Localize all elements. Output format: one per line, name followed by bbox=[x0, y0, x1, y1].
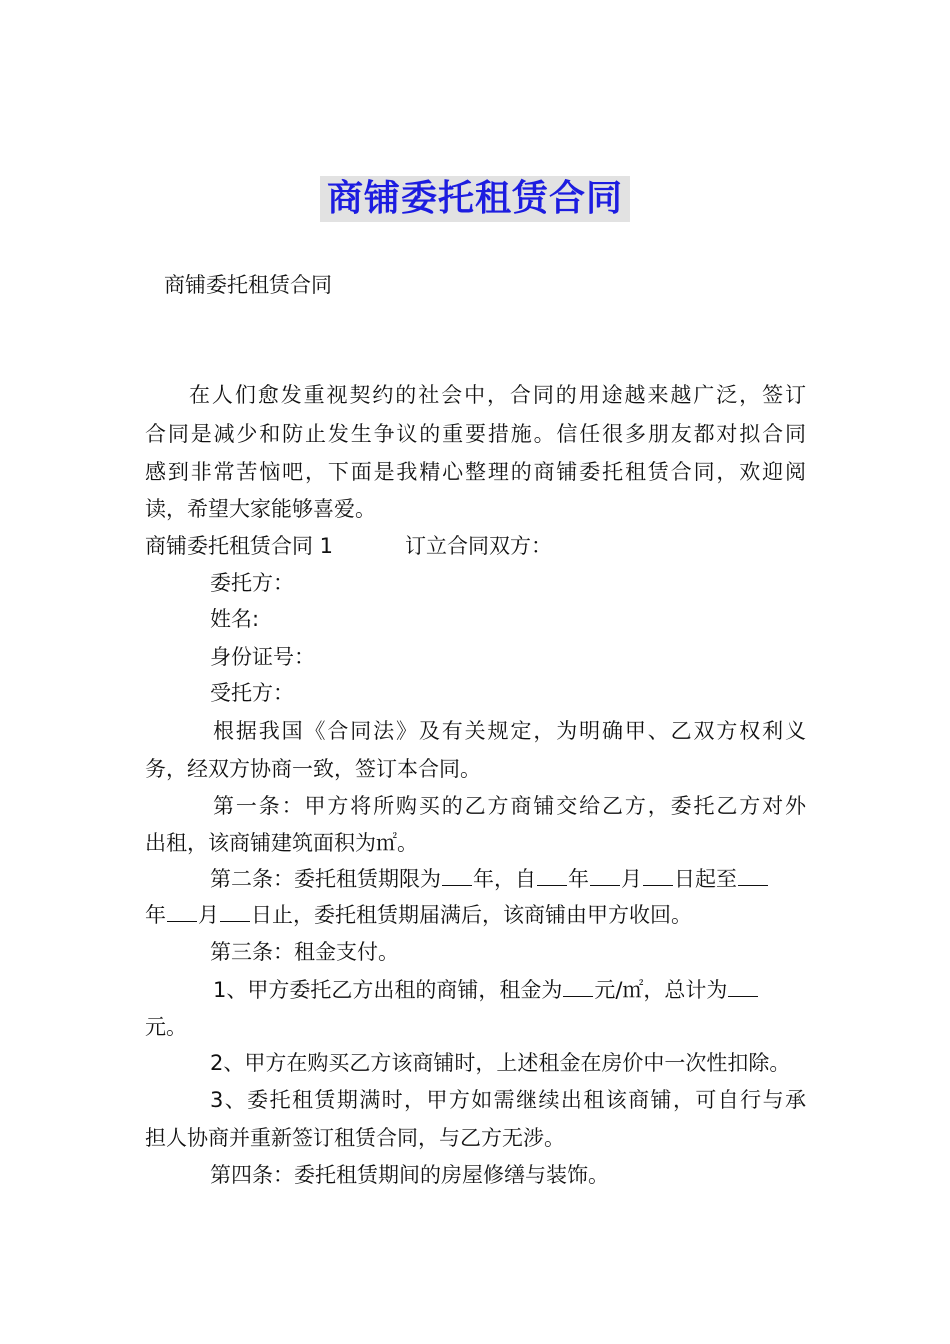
article3-title: 第三条：租金支付。 bbox=[210, 940, 399, 964]
intro-line-3: 感到非常苦恼吧，下面是我精心整理的商铺委托租赁合同，欢迎阅 bbox=[145, 460, 806, 484]
blank-years bbox=[442, 865, 472, 886]
intro-line-2: 合同是减少和防止发生争议的重要措施。信任很多朋友都对拟合同 bbox=[145, 422, 806, 446]
blank-end-year bbox=[738, 865, 768, 886]
document-title: 商铺委托租赁合同 bbox=[320, 176, 630, 222]
blank-start-month bbox=[590, 865, 620, 886]
article1-line-1: 第一条：甲方将所购买的乙方商铺交给乙方，委托乙方对外 bbox=[213, 794, 806, 818]
blank-rent-total bbox=[728, 976, 758, 997]
article2-text-e: 日起至 bbox=[674, 867, 737, 891]
article2-text-g: 月 bbox=[198, 903, 219, 927]
article2-text-f: 年 bbox=[145, 903, 166, 927]
document-subtitle: 商铺委托租赁合同 bbox=[164, 273, 332, 297]
preamble-line-2: 务，经双方协商一致，签订本合同。 bbox=[145, 757, 481, 781]
blank-start-day bbox=[643, 865, 673, 886]
blank-end-month bbox=[167, 901, 197, 922]
preamble-line-1: 根据我国《合同法》及有关规定，为明确甲、乙双方权利义 bbox=[213, 719, 806, 743]
article2-line-2 bbox=[145, 900, 692, 930]
blank-end-day bbox=[220, 901, 250, 922]
article3-item1-text-b: 元/㎡，总计为 bbox=[594, 978, 728, 1002]
contract-heading: 商铺委托租赁合同 1 bbox=[145, 534, 334, 558]
article4-title: 第四条：委托租赁期间的房屋修缮与装饰。 bbox=[210, 1163, 609, 1187]
blank-rent-rate bbox=[563, 976, 593, 997]
article3-item1-line-2: 元。 bbox=[145, 1015, 187, 1039]
article2-text-h: 日止，委托租赁期届满后，该商铺由甲方收回。 bbox=[251, 903, 692, 927]
article2-line-1 bbox=[210, 864, 769, 894]
article2-text-a: 第二条：委托租赁期限为 bbox=[210, 867, 441, 891]
article2-text-c: 年 bbox=[568, 867, 589, 891]
principal-label: 委托方： bbox=[210, 571, 294, 595]
article3-item1-text-a: 1、甲方委托乙方出租的商铺，租金为 bbox=[213, 978, 563, 1002]
agent-label: 受托方： bbox=[210, 681, 294, 705]
intro-line-1: 在人们愈发重视契约的社会中，合同的用途越来越广泛，签订 bbox=[189, 383, 806, 407]
intro-line-4: 读，希望大家能够喜爱。 bbox=[145, 497, 376, 521]
name-label: 姓名: bbox=[210, 607, 260, 631]
parties-heading: 订立合同双方： bbox=[405, 534, 552, 558]
article2-text-d: 月 bbox=[621, 867, 642, 891]
article3-item2: 2、甲方在购买乙方该商铺时，上述租金在房价中一次性扣除。 bbox=[210, 1051, 791, 1075]
article3-item1-line-1 bbox=[213, 975, 759, 1005]
article2-text-b: 年，自 bbox=[473, 867, 536, 891]
blank-start-year bbox=[537, 865, 567, 886]
article3-item3-line-1: 3、委托租赁期满时，甲方如需继续出租该商铺，可自行与承 bbox=[210, 1088, 806, 1112]
id-number-label: 身份证号： bbox=[210, 645, 315, 669]
article3-item3-line-2: 担人协商并重新签订租赁合同，与乙方无涉。 bbox=[145, 1126, 565, 1150]
article1-line-2: 出租，该商铺建筑面积为㎡。 bbox=[145, 831, 418, 855]
